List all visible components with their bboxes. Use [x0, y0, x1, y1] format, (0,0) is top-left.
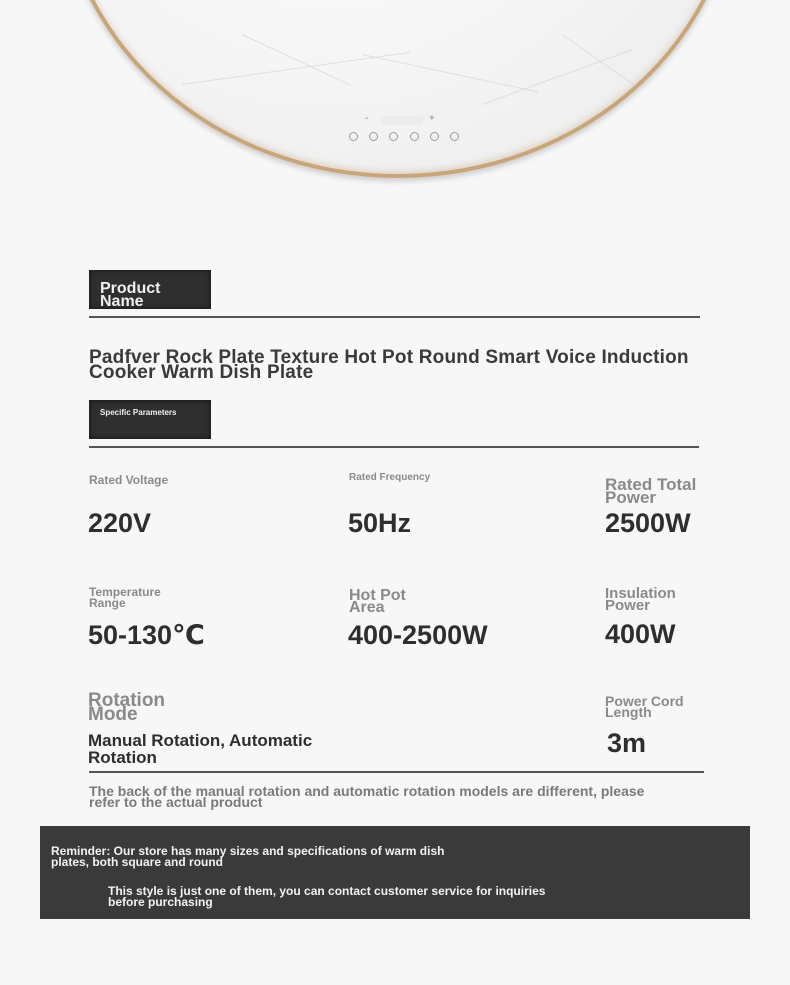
rotation-mode-value: Manual Rotation, Automatic Rotation — [88, 731, 313, 767]
model-note: The back of the manual rotation and automatic rotation models are different, please refer to the actual product — [89, 783, 645, 810]
product-name-divider — [89, 316, 700, 318]
specific-parameters-label: Specific Parameters — [100, 408, 177, 417]
rotate-icon — [430, 132, 439, 141]
product-name-label: Product Name — [100, 280, 161, 310]
plus-icon: + — [429, 113, 435, 124]
hot-pot-area-label: Hot Pot Area — [349, 587, 406, 616]
insulation-power-label: Insulation Power — [605, 585, 676, 614]
control-panel — [347, 114, 457, 154]
home-icon — [349, 132, 358, 141]
timer-icon — [369, 132, 378, 141]
display-bar — [381, 116, 423, 125]
clock-icon — [389, 132, 398, 141]
reminder-line-1: Reminder: Our store has many sizes and specifications of warm dish plates, both square and round — [51, 844, 445, 869]
product-name-label-box — [89, 270, 211, 309]
temperature-range-value: 50-130℃ — [88, 620, 205, 650]
rated-voltage-value: 220V — [88, 508, 152, 538]
power-cord-length-value: 3m — [607, 728, 647, 758]
minus-icon: - — [365, 113, 369, 124]
rated-frequency-label: Rated Frequency — [349, 472, 431, 483]
product-image — [0, 0, 790, 185]
heat-icon — [410, 132, 419, 141]
power-cord-length-label: Power Cord Length — [605, 693, 684, 720]
product-title: Padfver Rock Plate Texture Hot Pot Round Smart Voice Induction Cooker Warm Dish Plate — [89, 347, 689, 383]
temperature-range-label: Temperature Range — [89, 585, 161, 610]
specific-parameters-divider — [89, 446, 699, 448]
rated-frequency-value: 50Hz — [348, 508, 412, 538]
reminder-banner — [40, 826, 750, 919]
specific-parameters-label-box — [89, 400, 211, 439]
rated-total-power-value: 2500W — [605, 508, 691, 538]
insulation-power-value: 400W — [605, 619, 676, 649]
hot-pot-area-value: 400-2500W — [348, 620, 488, 650]
reminder-line-2: This style is just one of them, you can contact customer service for inquiries before purchasing — [108, 884, 546, 909]
rated-voltage-label: Rated Voltage — [89, 473, 169, 487]
rotation-mode-label: Rotation Mode — [88, 690, 166, 725]
power-icon — [450, 132, 459, 141]
rated-total-power-label: Rated Total Power — [605, 475, 697, 507]
parameters-divider — [89, 771, 704, 773]
